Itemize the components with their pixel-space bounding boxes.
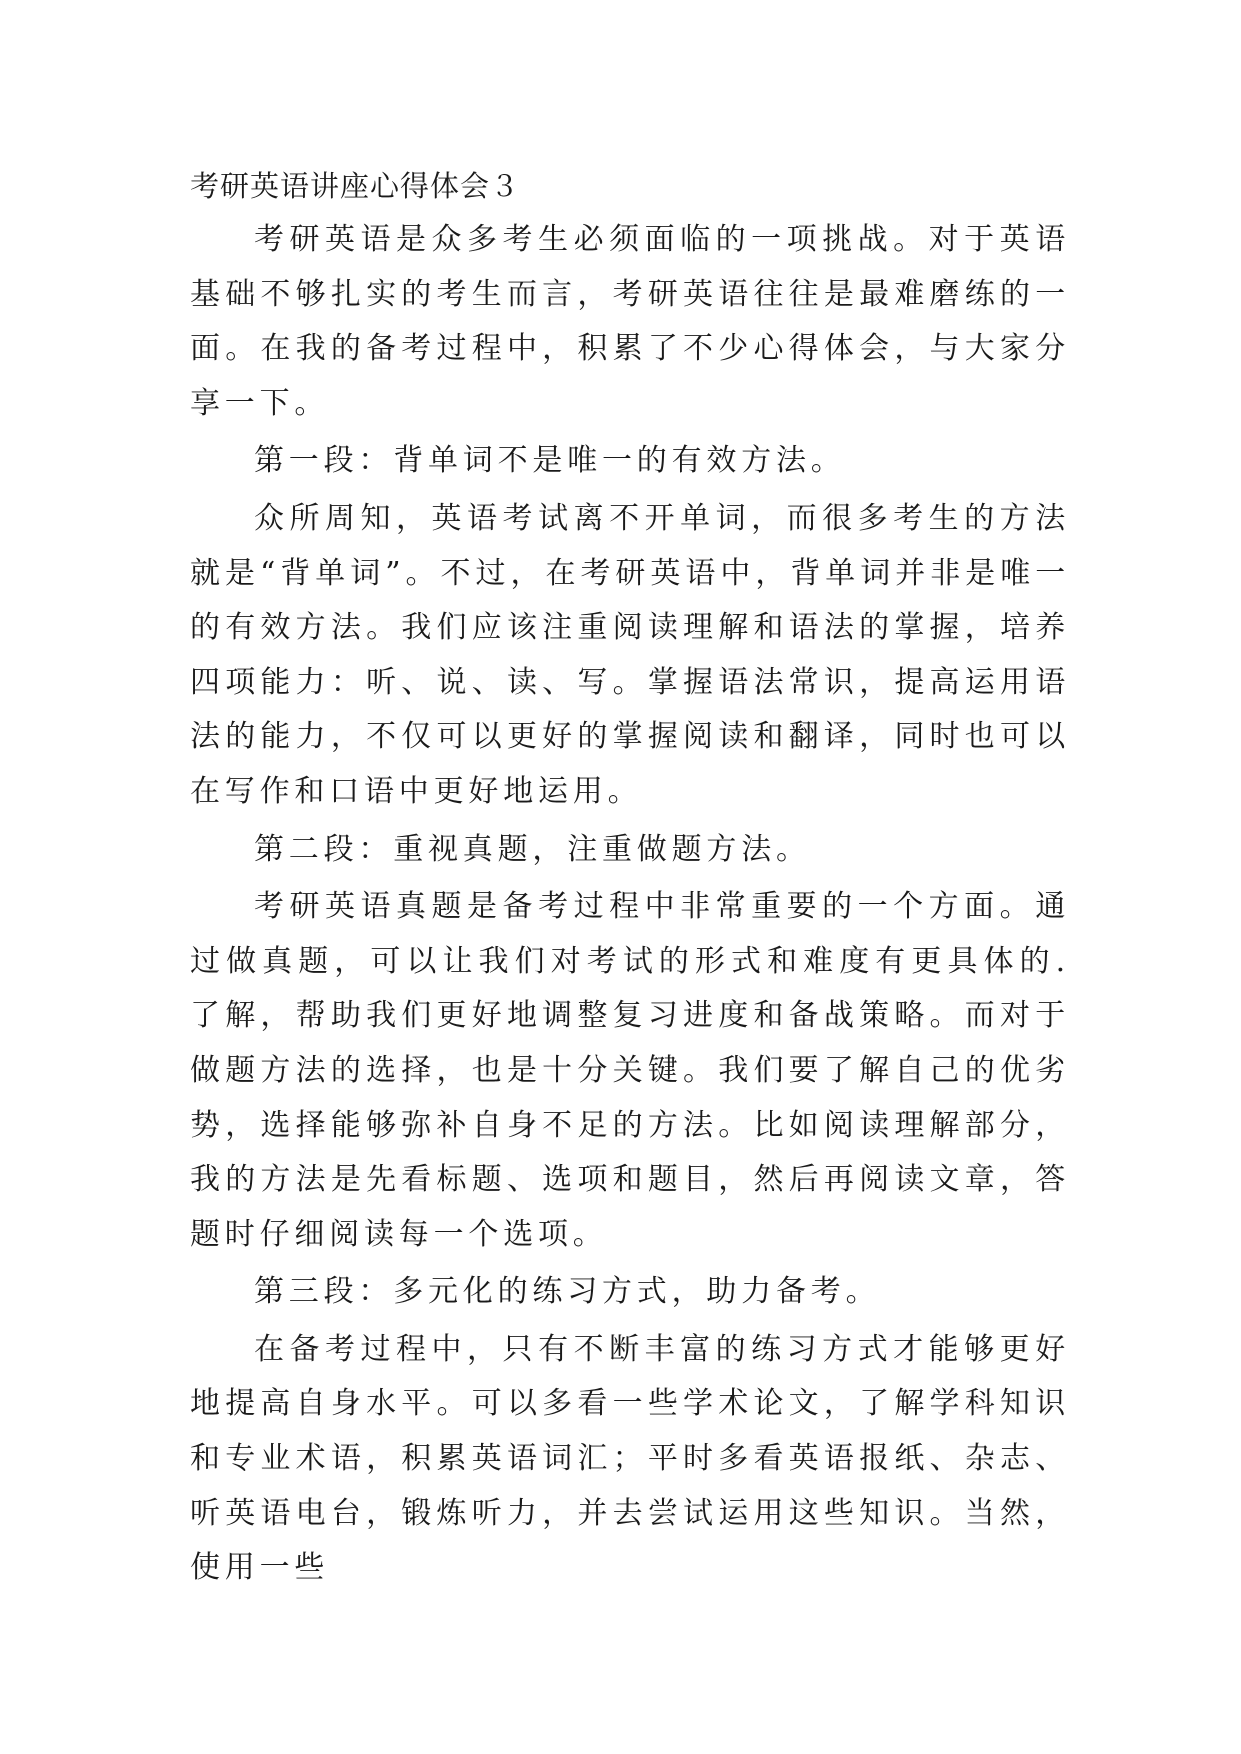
document-page: [190, 162, 1070, 1599]
section-heading-3: 第三段：多元化的练习方式，助力备考。: [254, 1274, 881, 1310]
document-title: 考研英语讲座心得体会３: [190, 169, 521, 203]
section-heading-2: 第二段：重视真题，注重做题方法。: [254, 831, 811, 867]
paragraph-section-2: 考研英语真题是备考过程中非常重要的一个方面。通过做真题，可以让我们对考试的形式和难度有更具体的.了解，帮助我们更好地调整复习进度和备战策略。而对于做题方法的选择，也是十分关键。我们要了解自己的优劣势，选择能够弥补自身不足的方法。比如阅读理解部分，我的方法是先看标题、选项和题目，然后再阅读文章，答题时仔细阅读每一个选项。: [190, 889, 1070, 1252]
paragraph-section-3: 在备考过程中，只有不断丰富的练习方式才能够更好地提高自身水平。可以多看一些学术论文，了解学科知识和专业术语，积累英语词汇；平时多看英语报纸、杂志、听英语电台，锻炼听力，并去尝试运用这些知识。当然，使用一些: [190, 1331, 1070, 1586]
section-heading-1: 第一段：背单词不是唯一的有效方法。: [254, 443, 846, 479]
paragraph-section-1: 众所周知，英语考试离不开单词，而很多考生的方法就是“背单词”。不过，在考研英语中，背单词并非是唯一的有效方法。我们应该注重阅读理解和语法的掌握，培养四项能力：听、说、读、写。掌握语法常识，提高运用语法的能力，不仅可以更好的掌握阅读和翻译，同时也可以在写作和口语中更好地运用。: [190, 500, 1070, 809]
paragraph-intro: 考研英语是众多考生必须面临的一项挑战。对于英语基础不够扎实的考生而言，考研英语往往是最难磨练的一面。在我的备考过程中，积累了不少心得体会，与大家分享一下。: [190, 222, 1070, 421]
